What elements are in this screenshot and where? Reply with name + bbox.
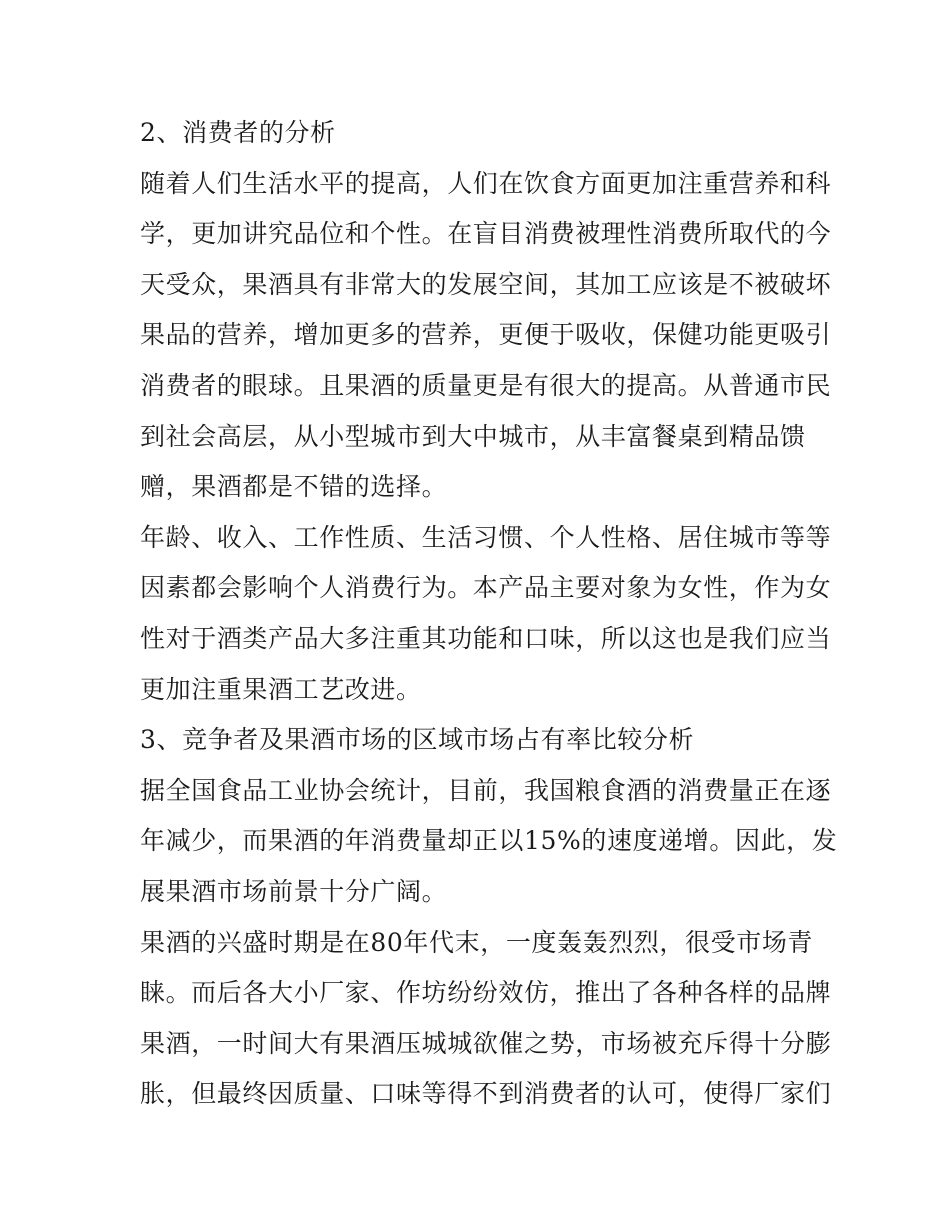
paragraph-line: 天受众，果酒具有非常大的发展空间，其加工应该是不被破坏 bbox=[140, 269, 832, 299]
paragraph-line: 学，更加讲究品位和个性。在盲目消费被理性消费所取代的今 bbox=[140, 219, 832, 249]
paragraph-line: 据全国食品工业协会统计，目前，我国粮食酒的消费量正在逐 bbox=[140, 775, 832, 805]
paragraph-line: 随着人们生活水平的提高，人们在饮食方面更加注重营养和科 bbox=[140, 168, 832, 198]
paragraph-line: 年龄、收入、工作性质、生活习惯、个人性格、居住城市等等 bbox=[140, 522, 832, 552]
heading-competitor-analysis: 3、竞争者及果酒市场的区域市场占有率比较分析 bbox=[140, 725, 695, 755]
paragraph-line: 赠，果酒都是不错的选择。 bbox=[140, 472, 448, 502]
paragraph-line: 睐。而后各大小厂家、作坊纷纷效仿，推出了各种各样的品牌 bbox=[140, 978, 832, 1008]
paragraph-line: 果酒的兴盛时期是在80年代末，一度轰轰烈烈，很受市场青 bbox=[140, 927, 814, 957]
paragraph-line: 到社会高层，从小型城市到大中城市，从丰富餐桌到精品馈 bbox=[140, 421, 806, 451]
paragraph-line: 因素都会影响个人消费行为。本产品主要对象为女性，作为女 bbox=[140, 573, 832, 603]
paragraph-line: 年减少，而果酒的年消费量却正以15%的速度递增。因此，发 bbox=[140, 826, 838, 856]
heading-consumer-analysis: 2、消费者的分析 bbox=[140, 118, 336, 147]
paragraph-line: 果酒，一时间大有果酒压城城欲催之势，市场被充斥得十分膨 bbox=[140, 1028, 832, 1058]
paragraph-line: 果品的营养，增加更多的营养，更便于吸收，保健功能更吸引 bbox=[140, 320, 832, 350]
paragraph-line: 更加注重果酒工艺改进。 bbox=[140, 674, 422, 704]
paragraph-line: 胀，但最终因质量、口味等得不到消费者的认可，使得厂家们 bbox=[140, 1079, 832, 1109]
paragraph-line: 性对于酒类产品大多注重其功能和口味，所以这也是我们应当 bbox=[140, 623, 832, 653]
document-body bbox=[140, 108, 838, 1120]
paragraph-line: 展果酒市场前景十分广阔。 bbox=[140, 876, 448, 906]
paragraph-line: 消费者的眼球。且果酒的质量更是有很大的提高。从普通市民 bbox=[140, 370, 832, 400]
